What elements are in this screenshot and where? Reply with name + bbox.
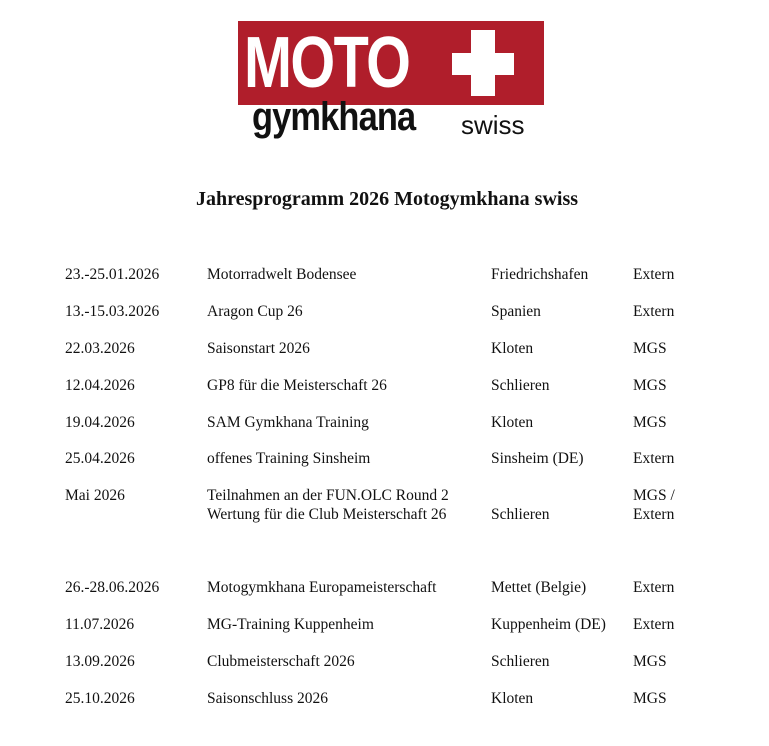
logo-gymkhana-text: gymkhana bbox=[252, 95, 416, 139]
event-location: Kloten bbox=[491, 340, 534, 357]
event-type: MGS bbox=[633, 377, 667, 394]
event-type-line2: Extern bbox=[633, 506, 675, 523]
event-date: 22.03.2026 bbox=[65, 340, 135, 357]
event-name: Saisonstart 2026 bbox=[207, 340, 310, 357]
event-name: Saisonschluss 2026 bbox=[207, 690, 328, 707]
event-type: Extern bbox=[633, 616, 675, 633]
event-date: 19.04.2026 bbox=[65, 414, 135, 431]
event-type: Extern bbox=[633, 266, 675, 283]
event-name: MG-Training Kuppenheim bbox=[207, 616, 374, 633]
event-name: Motogymkhana Europameisterschaft bbox=[207, 579, 437, 596]
event-name: Aragon Cup 26 bbox=[207, 303, 303, 320]
event-location: Kloten bbox=[491, 690, 534, 707]
event-type: Extern bbox=[633, 303, 675, 320]
logo-cross-horizontal bbox=[452, 53, 514, 75]
event-type: Extern bbox=[633, 579, 675, 596]
event-location: Spanien bbox=[491, 303, 541, 320]
page-title: Jahresprogramm 2026 Motogymkhana swiss bbox=[195, 188, 579, 210]
event-name: offenes Training Sinsheim bbox=[207, 450, 371, 467]
event-date: 13.09.2026 bbox=[65, 653, 135, 670]
event-name: Motorradwelt Bodensee bbox=[207, 266, 357, 283]
event-row bbox=[0, 486, 769, 524]
event-date: 26.-28.06.2026 bbox=[65, 579, 160, 596]
logo-swiss-text: swiss bbox=[461, 110, 525, 140]
logo-moto-text: MOTO bbox=[244, 23, 410, 103]
event-location: Sinsheim (DE) bbox=[491, 450, 584, 467]
event-type: MGS bbox=[633, 690, 667, 707]
event-date: 25.10.2026 bbox=[65, 690, 135, 707]
event-location: Kuppenheim (DE) bbox=[491, 616, 606, 633]
event-type: MGS bbox=[633, 340, 667, 357]
event-date: 23.-25.01.2026 bbox=[65, 266, 160, 283]
event-date: 12.04.2026 bbox=[65, 377, 135, 394]
event-type: MGS bbox=[633, 414, 667, 431]
event-type: Extern bbox=[633, 450, 675, 467]
event-name: Teilnahmen an der FUN.OLC Round 2 bbox=[207, 487, 449, 504]
event-name: Clubmeisterschaft 2026 bbox=[207, 653, 355, 670]
event-name: GP8 für die Meisterschaft 26 bbox=[207, 377, 387, 394]
event-location: Schlieren bbox=[491, 653, 550, 670]
event-date: 11.07.2026 bbox=[65, 616, 135, 633]
event-name: SAM Gymkhana Training bbox=[207, 414, 369, 431]
event-type: MGS / bbox=[633, 487, 675, 504]
event-location: Schlieren bbox=[491, 506, 550, 523]
event-name-line2: Wertung für die Club Meisterschaft 26 bbox=[207, 506, 447, 523]
event-date: 13.-15.03.2026 bbox=[65, 303, 160, 320]
event-location: Mettet (Belgie) bbox=[491, 579, 587, 596]
event-type: MGS bbox=[633, 653, 667, 670]
motogymkhana-swiss-logo bbox=[238, 21, 544, 145]
event-location: Friedrichshafen bbox=[491, 266, 589, 283]
event-location: Schlieren bbox=[491, 377, 550, 394]
event-date: 25.04.2026 bbox=[65, 450, 135, 467]
event-location: Kloten bbox=[491, 414, 534, 431]
event-date: Mai 2026 bbox=[65, 487, 125, 504]
